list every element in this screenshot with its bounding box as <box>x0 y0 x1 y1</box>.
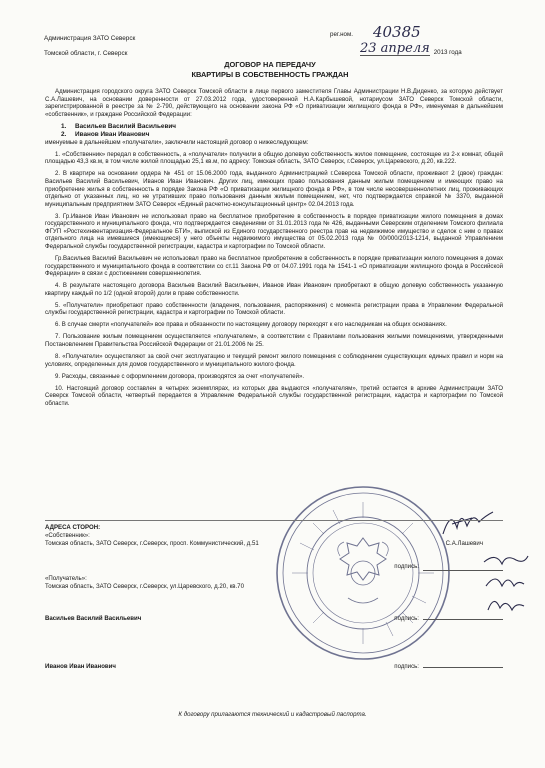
recipients-address: Томская область, ЗАТО Северск, г.Северск, ул.Царевского, д.20, кв.70 <box>45 583 244 591</box>
clause-4: 4. В результате настоящего договора Васильев Василий Васильевич, Иванов Иван Иванович приобретают в общую долевую собственность указанную квартиру каждый по 1/2 (одной второй) доли в праве собственности. <box>45 282 503 297</box>
reg-number-handwritten: 40385 <box>372 23 421 41</box>
owner-label: «Собственник»: <box>45 532 90 540</box>
owner-sign-label: подпись: <box>394 562 419 570</box>
org-line: Администрация ЗАТО Северск <box>44 35 136 42</box>
owner-signatory: С.А.Лашевич <box>445 540 483 548</box>
recipient-1-sign-label: подпись: <box>394 615 419 623</box>
year-label: 2013 года <box>433 49 462 56</box>
party-item: 1. Васильев Василий Васильевич <box>61 122 177 130</box>
clause-3: 3. Гр.Иванов Иван Иванович не использовал право на бесплатное приобретение в собственность в порядке приватизации жилого помещения в домах государственного и муниципального фонда, что подтверждается сведениями от 31.01.2013 года № 426, выданными Северским отделением Томского филиала ФГУП «Ростехинвентаризация-Федеральное БТИ», выпиской из Единого государственного реестра прав на недвижимое имущество и сделок с ним о правах отдельного лица на имевшиеся (имеющиеся) у него объекты недвижимого имущества от 05.02.2013 года № 00/000/2013-1214, выданной Управлением Федеральной службы государственной регистрации, кадастра и картографии по Томской области. <box>45 212 503 251</box>
reg-label: рег.ном. <box>330 31 353 38</box>
party-name: Иванов Иван Иванович <box>75 130 150 138</box>
clause-7: 7. Пользование жилым помещением осуществляется «получателем», в соответствии с Правилами пользования жилыми помещениями, утвержденными Постановлением Правительства Российской Федерации от 21.01.2006 № 25. <box>45 333 503 348</box>
clause-1: 1. «Собственник» передал в собственность, а «получатели» получили в общую долевую собственность жилое помещение, состоящее из 2-х комнат, общей площадью 43,3 кв.м, в том числе жилой площадью 25,1 кв.м, по адресу: Томская область, ЗАТО Северск, г.Северск, ул.Царевского, д.20, кв.222. <box>45 150 503 166</box>
owner-sign-line <box>423 570 503 571</box>
recipient-1-name: Васильев Василий Васильевич <box>45 615 142 623</box>
clause-6: 6. В случае смерти «получателей» все права и обязанности по настоящему договору переходят к его наследникам на общих основаниях. <box>55 321 447 329</box>
party-item: 2. Иванов Иван Иванович <box>61 130 150 138</box>
recipient-2-sign-line <box>423 667 503 668</box>
title-line-2: КВАРТИРЫ В СОБСТВЕННОСТЬ ГРАЖДАН <box>191 69 349 79</box>
clause-10: 10. Настоящий договор составлен в четырех экземплярах, из которых два выдаются «получателям», третий остается в архиве Администрации ЗАТО Северск Томской области, четвертый передается в Управление Федеральной службы государственной регистрации, кадастра и картографии по Томской области. <box>45 384 503 407</box>
attachment-note: К договору прилагаются технический и кадастровый паспорта. <box>178 711 367 718</box>
recipient-2-name: Иванов Иван Иванович <box>45 663 116 671</box>
document-header-left <box>44 31 135 61</box>
party-name: Васильев Василий Васильевич <box>75 122 177 130</box>
clause-8: 8. «Получатели» осуществляют за свой счет эксплуатацию и текущий ремонт жилого помещения с соблюдением существующих единых правил и норм на условиях, определенных для домов государственного и муниципального жилого фонда. <box>45 352 503 368</box>
recipients-label: «Получатель»: <box>45 574 87 582</box>
date-handwritten: 23 апреля <box>360 41 430 56</box>
clause-5: 5. «Получатели» приобретают право собственности (владения, пользования, распоряжения) с момента регистрации права в Управлении Федеральной службы государственной регистрации, кадастра и картографии по Томской области. <box>45 301 503 317</box>
intro-paragraph: Администрация городского округа ЗАТО Северск Томской области в лице первого заместителя Главы Администрации Н.В.Диденко, за которую действует С.А.Лашевич, на основании доверенности от 27.03.2012 года, удостоверенной Н.А.Карбышевой, нотариусом ЗАТО Северск Томской области, зарегистрированной в реестре за № 2-790, действующего на основании закона РФ «О приватизации жилищного фонда в РФ», именуемая в дальнейшем «собственник», и граждане Российской Федерации: <box>45 88 503 118</box>
parties-tail: именуемые в дальнейшем «получатели», заключили настоящий договор о нижеследующем: <box>45 138 309 146</box>
contract-body <box>45 88 503 412</box>
addresses-section <box>45 520 503 672</box>
addresses-heading: АДРЕСА СТОРОН: <box>45 524 101 531</box>
parties-list <box>61 123 503 139</box>
registration-block <box>330 23 462 56</box>
document-title <box>150 60 390 79</box>
recipient-1-sign-line <box>423 619 503 620</box>
title-line-1: ДОГОВОР НА ПЕРЕДАЧУ <box>224 60 316 69</box>
recipient-2-sign-label: подпись: <box>394 663 419 671</box>
owner-address: Томская область, ЗАТО Северск, г.Северск, просп. Коммунистический, д.51 <box>45 540 259 548</box>
place-line: Томской области, г. Северск <box>44 50 128 57</box>
clause-9: 9. Расходы, связанные с оформлением договора, производятся за счет «получателей». <box>55 372 305 380</box>
clause-3b: Гр.Васильев Василий Васильевич не использовал право на бесплатное приобретение в собственность в порядке приватизации жилого помещения в домах государственного и муниципального фонда в соответствии со ст.11 Закона РФ от 04.07.1991 года № 1541-1 «О приватизации жилищного фонда в Российской Федерации» в связи с достижением совершеннолетия. <box>45 255 503 278</box>
clause-2: 2. В квартире на основании ордера № 451 от 15.06.2000 года, выданного Администрацией г.Северска Томской области, проживают 2 (двое) граждан: Васильев Василий Васильевич, Иванов Иван Иванович. Других лиц, имеющих право пользования данным жилым помещением и имеющих право на приобретение жилья в собственность в порядке Закона РФ «О приватизации жилищного фонда в РФ», в том числе несовершеннолетних лиц, проживающих отдельно от указанных лиц, но не утративших право пользования данным жилым помещением, нет, что подтверждается справкой № 3370, выданной муниципальным предприятием ЗАТО Северск «Единый расчетно-консультационный центр» 02.04.2013 года. <box>45 170 503 208</box>
